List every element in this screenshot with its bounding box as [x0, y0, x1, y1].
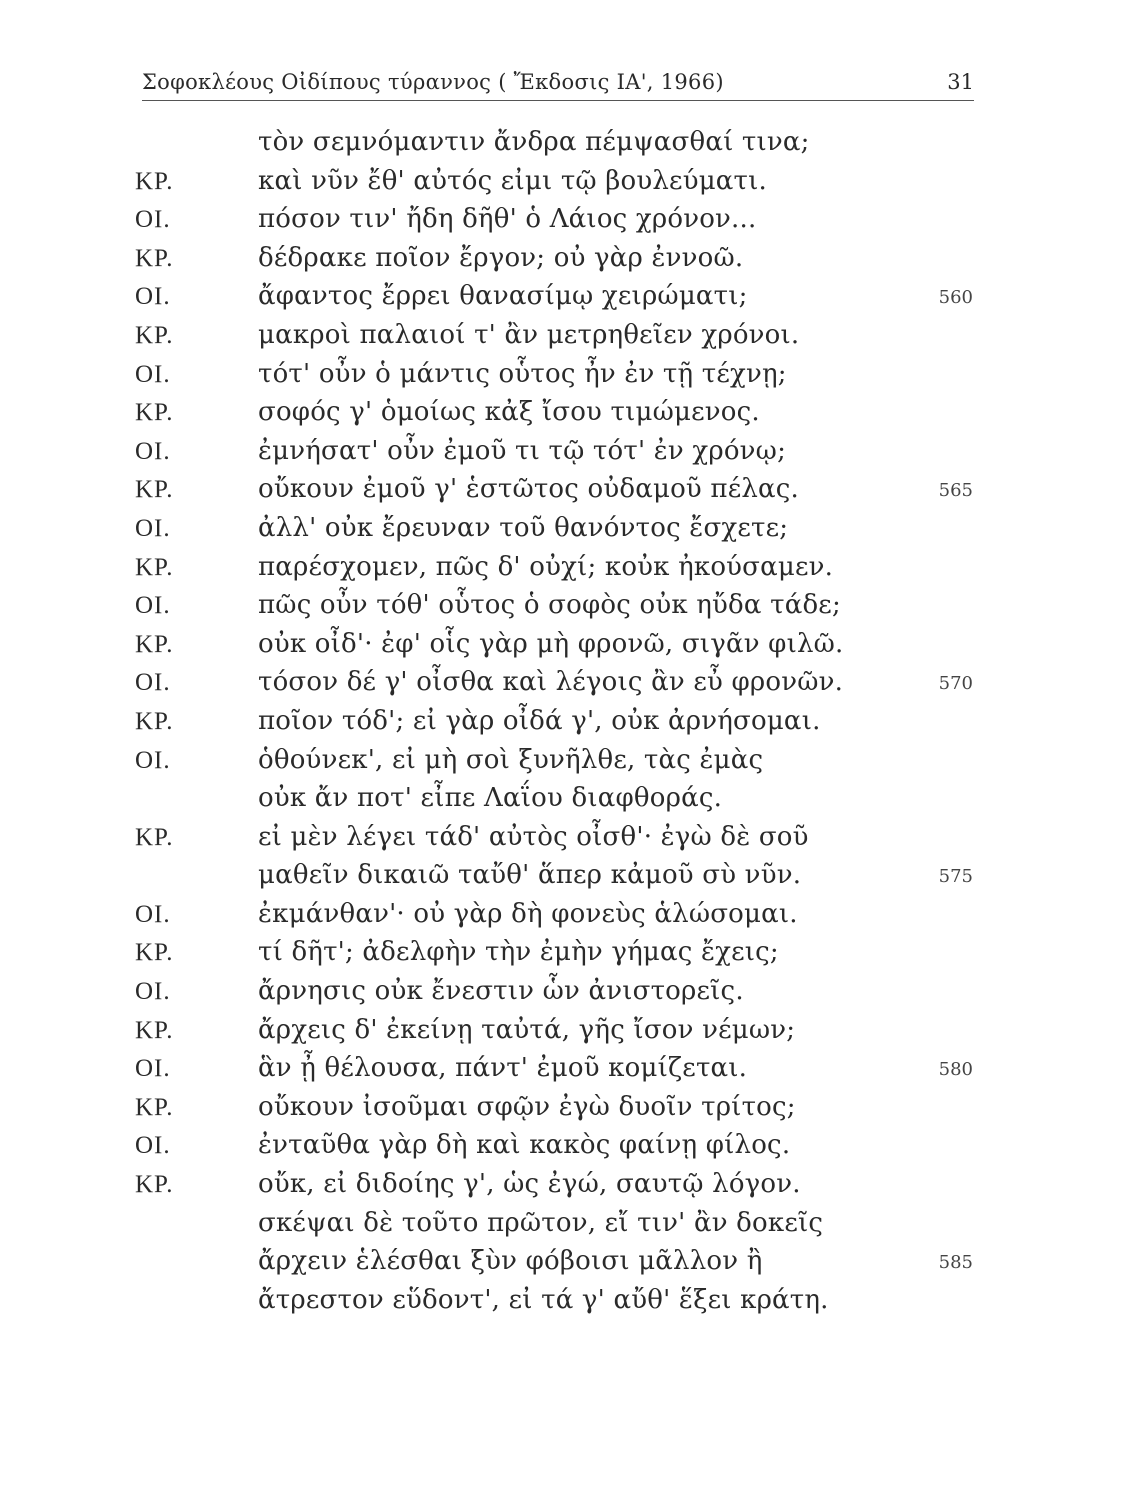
verse-text: ἐκμάνθαν'· οὐ γὰρ δὴ φονεὺς ἁλώσομαι.	[258, 898, 798, 929]
verse-line	[0, 434, 1147, 473]
speaker-label: ΚΡ.	[135, 1016, 174, 1044]
speaker-label: ΚΡ.	[135, 399, 174, 427]
speaker-label: ΟΙ.	[135, 1132, 171, 1160]
verse-text: πῶς οὖν τόθ' οὗτος ὁ σοφὸς οὐκ ηὔδα τάδε;	[258, 590, 841, 621]
verse-text: παρέσχομεν, πῶς δ' οὐχί; κοὐκ ἠκούσαμεν.	[258, 551, 834, 582]
verse-text: ἐμνήσατ' οὖν ἐμοῦ τι τῷ τότ' ἐν χρόνῳ;	[258, 435, 787, 466]
speaker-label: ΚΡ.	[135, 939, 174, 967]
verse-line	[0, 395, 1147, 434]
verse-text: εἰ μὲν λέγει τάδ' αὐτὸς οἶσθ'· ἐγὼ δὲ σοῦ	[258, 821, 809, 852]
verse-text: τότ' οὖν ὁ μάντις οὗτος ἦν ἐν τῇ τέχνῃ;	[258, 358, 787, 389]
speaker-label: ΚΡ.	[135, 630, 174, 658]
verse-line	[0, 318, 1147, 357]
verse-line	[0, 1283, 1147, 1322]
verse-text: μακροὶ παλαιοί τ' ἂν μετρηθεῖεν χρόνοι.	[258, 319, 800, 350]
verse-text: οὔκουν ἰσοῦμαι σφῷν ἐγὼ δυοῖν τρίτος;	[258, 1091, 796, 1122]
verse-text: ἀλλ' οὐκ ἔρευναν τοῦ θανόντος ἔσχετε;	[258, 512, 789, 543]
line-number: 580	[938, 1059, 973, 1081]
verse-line	[0, 1206, 1147, 1245]
page-number: 31	[947, 70, 974, 94]
verse-text: σκέψαι δὲ τοῦτο πρῶτον, εἴ τιν' ἂν δοκεῖς	[258, 1207, 824, 1238]
header-title: Σοφοκλέους Οἰδίπους τύραννος ( Ἔκδοσις ΙΑ', 1966)	[142, 70, 724, 94]
line-number: 560	[938, 287, 973, 309]
verse-text: ὁθούνεκ', εἰ μὴ σοὶ ξυνῆλθε, τὰς ἐμὰς	[258, 744, 764, 775]
verse-text: τόσον δέ γ' οἶσθα καὶ λέγοις ἂν εὖ φρονῶν.	[258, 667, 844, 698]
verse-text: ἐνταῦθα γὰρ δὴ καὶ κακὸς φαίνῃ φίλος.	[258, 1130, 791, 1161]
speaker-label: ΚΡ.	[135, 1093, 174, 1121]
verse-line	[0, 897, 1147, 936]
verse-text: ἄφαντος ἔρρει θανασίμῳ χειρώματι;	[258, 281, 748, 312]
line-number: 575	[938, 866, 973, 888]
speaker-label: ΚΡ.	[135, 823, 174, 851]
speaker-label: ΚΡ.	[135, 167, 174, 195]
verse-line	[0, 704, 1147, 743]
speaker-label: ΚΡ.	[135, 553, 174, 581]
verse-text: οὔκ, εἰ διδοίης γ', ὡς ἐγώ, σαυτῷ λόγον.	[258, 1169, 801, 1200]
verse-line	[0, 125, 1147, 164]
verse-text: ἃν ᾖ θέλουσα, πάντ' ἐμοῦ κομίζεται.	[258, 1053, 748, 1084]
speaker-label: ΚΡ.	[135, 1171, 174, 1199]
speaker-label: ΟΙ.	[135, 360, 171, 388]
verse-line	[0, 820, 1147, 859]
verse-line	[0, 1167, 1147, 1206]
verse-line	[0, 781, 1147, 820]
verse-line	[0, 858, 1147, 897]
verse-text: ἄτρεστον εὕδοντ', εἰ τά γ' αὔθ' ἕξει κράτη.	[258, 1284, 829, 1315]
verse-line	[0, 164, 1147, 203]
speaker-label: ΚΡ.	[135, 244, 174, 272]
speaker-label: ΟΙ.	[135, 900, 171, 928]
speaker-label: ΟΙ.	[135, 206, 171, 234]
verse-text: σοφός γ' ὁμοίως κἀξ ἴσου τιμώμενος.	[258, 397, 760, 428]
verse-text: οὐκ οἶδ'· ἐφ' οἷς γὰρ μὴ φρονῶ, σιγᾶν φιλῶ.	[258, 628, 844, 659]
verse-line	[0, 935, 1147, 974]
speaker-label: ΟΙ.	[135, 746, 171, 774]
verse-text: ἄρχεις δ' ἐκείνῃ ταὐτά, γῆς ἴσον νέμων;	[258, 1014, 796, 1045]
speaker-label: ΚΡ.	[135, 707, 174, 735]
verse-text: τί δῆτ'; ἀδελφὴν τὴν ἐμὴν γήμας ἔχεις;	[258, 937, 779, 968]
verse-text: ἄρχειν ἑλέσθαι ξὺν φόβοισι μᾶλλον ἢ	[258, 1246, 763, 1277]
verse-line	[0, 511, 1147, 550]
speaker-label: ΟΙ.	[135, 514, 171, 542]
verse-line	[0, 202, 1147, 241]
speaker-label: ΟΙ.	[135, 437, 171, 465]
verse-line	[0, 665, 1147, 704]
verse-line	[0, 743, 1147, 782]
speaker-label: ΟΙ.	[135, 978, 171, 1006]
verse-line	[0, 627, 1147, 666]
speaker-label: ΚΡ.	[135, 476, 174, 504]
verse-text: μαθεῖν δικαιῶ ταὔθ' ἅπερ κἀμοῦ σὺ νῦν.	[258, 860, 802, 891]
line-number: 585	[938, 1252, 973, 1274]
speaker-label: ΚΡ.	[135, 321, 174, 349]
verse-text: τὸν σεμνόμαντιν ἄνδρα πέμψασθαί τινα;	[258, 127, 810, 157]
verse-line	[0, 588, 1147, 627]
verse-line	[0, 1013, 1147, 1052]
verse-text: πόσον τιν' ἤδη δῆθ' ὁ Λάιος χρόνον...	[258, 204, 757, 235]
verse-lines	[0, 125, 1147, 1321]
speaker-label: ΟΙ.	[135, 1055, 171, 1083]
verse-line	[0, 1051, 1147, 1090]
running-header	[142, 66, 974, 101]
verse-line	[0, 241, 1147, 280]
verse-text: καὶ νῦν ἔθ' αὐτός εἰμι τῷ βουλεύματι.	[258, 165, 768, 196]
speaker-label: ΟΙ.	[135, 283, 171, 311]
verse-text: δέδρακε ποῖον ἔργον; οὐ γὰρ ἐννοῶ.	[258, 242, 744, 273]
verse-line	[0, 1128, 1147, 1167]
verse-line	[0, 279, 1147, 318]
line-number: 570	[938, 673, 973, 695]
verse-text: οὔκουν ἐμοῦ γ' ἑστῶτος οὐδαμοῦ πέλας.	[258, 474, 800, 505]
speaker-label: ΟΙ.	[135, 669, 171, 697]
verse-text: ἄρνησις οὐκ ἔνεστιν ὧν ἀνιστορεῖς.	[258, 976, 744, 1007]
verse-text: οὐκ ἄν ποτ' εἶπε Λαΐου διαφθοράς.	[258, 783, 723, 814]
verse-line	[0, 1090, 1147, 1129]
verse-line	[0, 357, 1147, 396]
verse-line	[0, 550, 1147, 589]
line-number: 565	[938, 480, 973, 502]
verse-line	[0, 974, 1147, 1013]
verse-text: ποῖον τόδ'; εἰ γὰρ οἶδά γ', οὐκ ἀρνήσομαι.	[258, 705, 821, 736]
verse-line	[0, 1244, 1147, 1283]
speaker-label: ΟΙ.	[135, 592, 171, 620]
verse-line	[0, 472, 1147, 511]
